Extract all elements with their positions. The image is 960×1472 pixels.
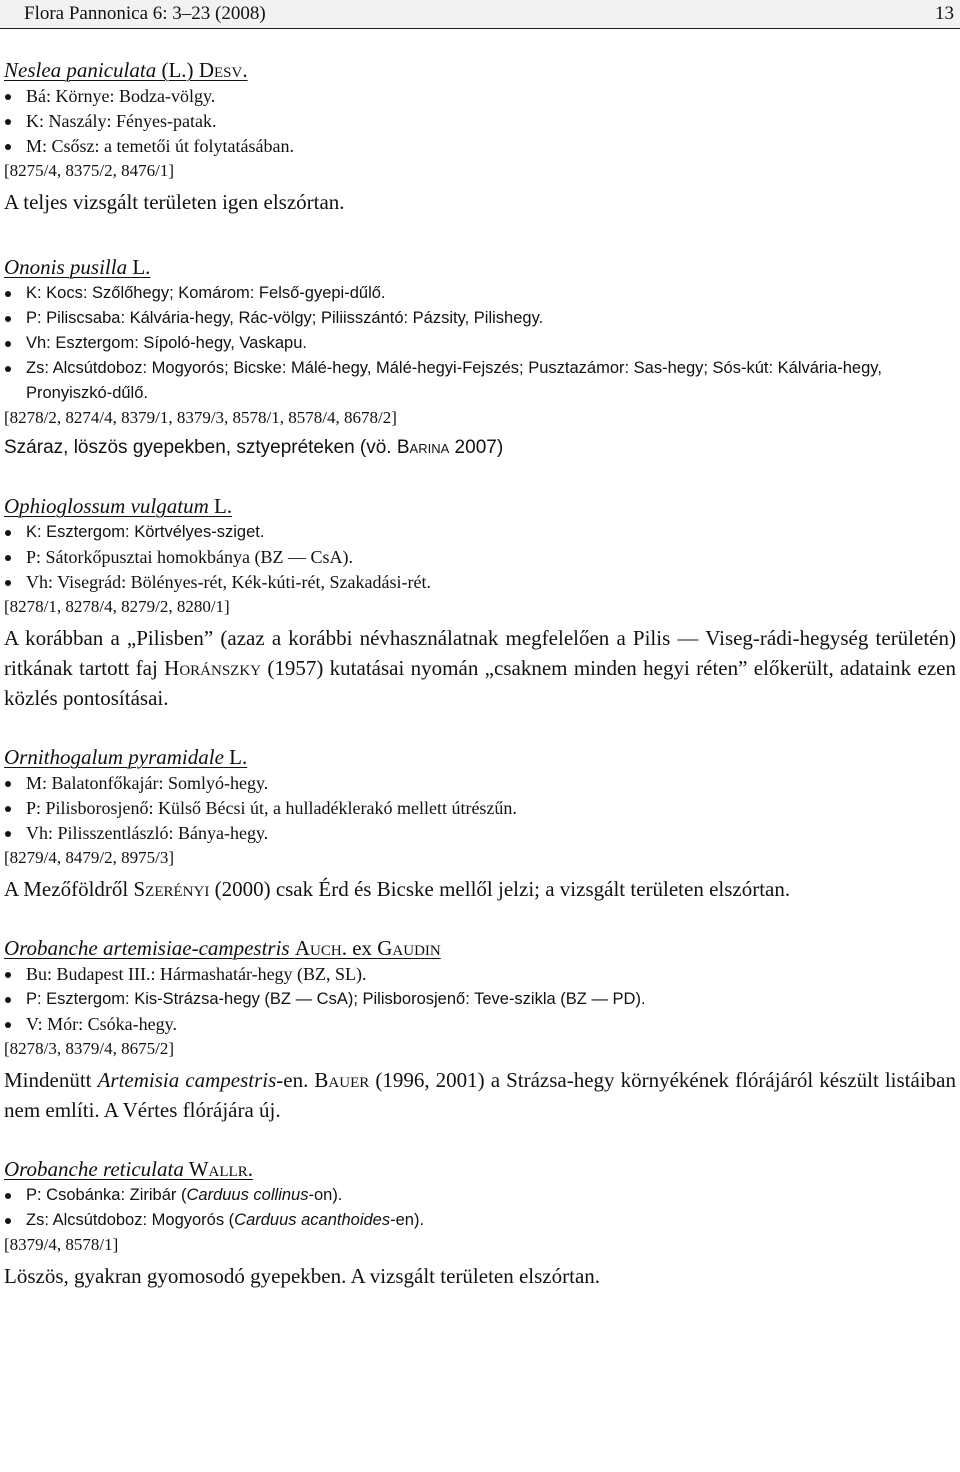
species-name: Orobanche reticulata Wallr. [4,1157,253,1181]
species-note: Száraz, löszös gyepekben, sztyepréteken (vö. Barina 2007) [4,437,504,458]
locality-item: P: Csobánka: Ziribár (Carduus collinus-on). [4,1183,956,1208]
species-name: Neslea paniculata (L.) Desv. [4,58,248,82]
locality-item: Vh: Pilisszentlászló: Bánya-hegy. [4,821,956,846]
locality-item: P: Pilisborosjenő: Külső Bécsi út, a hulladéklerakó mellett útrészűn. [4,796,956,821]
page-number: 13 [935,3,954,24]
page-body [4,56,956,1291]
locality-list [4,520,956,595]
species-entry-ornithogalum [4,743,956,904]
species-name: Ophioglossum vulgatum L. [4,494,233,518]
locality-list [4,281,956,406]
journal-citation: Flora Pannonica 6: 3–23 (2008) [24,3,266,24]
species-entry-ophioglossum [4,492,956,713]
grid-codes: [8278/3, 8379/4, 8675/2] [4,1039,174,1058]
species-note: A teljes vizsgált területen igen elszórtan. [4,190,345,214]
locality-list [4,84,956,159]
locality-item: P: Esztergom: Kis-Strázsa-hegy (BZ — CsA); Pilisborosjenő: Teve-szikla (BZ — PD). [4,987,956,1012]
species-name: Ornithogalum pyramidale L. [4,745,248,769]
species-name: Ononis pusilla L. [4,255,151,279]
locality-item: Vh: Visegrád: Bölényes-rét, Kék-kúti-rét, Szakadási-rét. [4,570,956,595]
species-entry-neslea [4,56,956,217]
locality-item: K: Kocs: Szőlőhegy; Komárom: Felső-gyepi-dűlő. [4,281,956,306]
species-entry-orobanche-artemisiae [4,934,956,1125]
locality-item: Bá: Környe: Bodza-völgy. [4,84,956,109]
locality-item: K: Esztergom: Körtvélyes-sziget. [4,520,956,545]
locality-item: V: Mór: Csóka-hegy. [4,1012,956,1037]
locality-item: M: Balatonfőkajár: Somlyó-hegy. [4,771,956,796]
locality-item: K: Naszály: Fényes-patak. [4,109,956,134]
grid-codes: [8275/4, 8375/2, 8476/1] [4,161,174,180]
locality-item: M: Csősz: a temetői út folytatásában. [4,134,956,159]
locality-list [4,771,956,846]
locality-item: Zs: Alcsútdoboz: Mogyorós; Bicske: Málé-hegy, Málé-hegyi-Fejszés; Pusztazámor: Sas-hegy; Sós-kút: Kálvária-hegy, Pronyiszkó-dűlő. [4,356,956,406]
locality-item: Zs: Alcsútdoboz: Mogyorós (Carduus acanthoides-en). [4,1208,956,1233]
species-note: Mindenütt Artemisia campestris-en. Bauer (1996, 2001) a Strázsa-hegy környékének flórájáról készült listáiban nem említi. A Vértes flórájára új. [4,1068,956,1122]
locality-item: Vh: Esztergom: Sípoló-hegy, Vaskapu. [4,331,956,356]
locality-list [4,962,956,1037]
species-note: A Mezőföldről Szerényi (2000) csak Érd és Bicske mellől jelzi; a vizsgált területen elszórtan. [4,877,791,901]
page-header [0,0,960,29]
species-entry-orobanche-reticulata [4,1155,956,1291]
grid-codes: [8279/4, 8479/2, 8975/3] [4,848,174,867]
locality-list [4,1183,956,1233]
species-name: Orobanche artemisiae-campestris Auch. ex Gaudin [4,936,441,960]
locality-item: P: Piliscsaba: Kálvária-hegy, Rác-völgy; Piliisszántó: Pázsity, Pilishegy. [4,306,956,331]
locality-item: P: Sátorkőpusztai homokbánya (BZ — CsA). [4,545,956,570]
grid-codes: [8278/2, 8274/4, 8379/1, 8379/3, 8578/1, 8578/4, 8678/2] [4,408,397,427]
species-note: Löszös, gyakran gyomosodó gyepekben. A vizsgált területen elszórtan. [4,1264,601,1288]
grid-codes: [8379/4, 8578/1] [4,1235,119,1254]
grid-codes: [8278/1, 8278/4, 8279/2, 8280/1] [4,597,230,616]
species-note: A korábban a „Pilisben” (azaz a korábbi névhasználatnak megfelelően a Pilis — Viseg-rádi-hegység területén) ritkának tartott faj Horánszky (1957) kutatásai nyomán „csaknem minden hegyi réten” előkerült, adataink ezen közlés pontosításai. [4,626,956,710]
species-entry-ononis [4,253,956,462]
locality-item: Bu: Budapest III.: Hármashatár-hegy (BZ, SL). [4,962,956,987]
